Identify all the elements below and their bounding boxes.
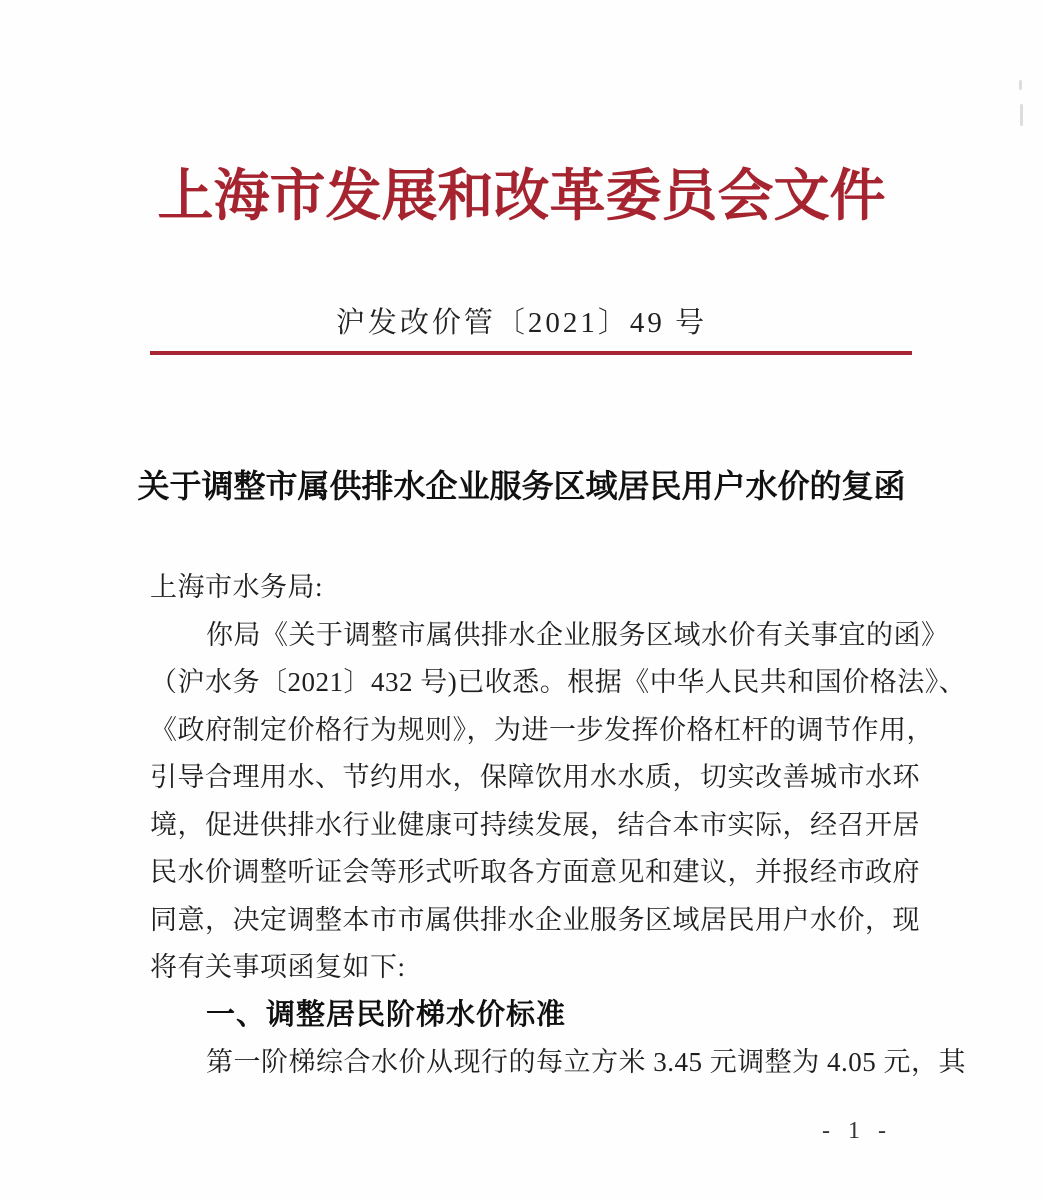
body-line: 你局《关于调整市属供排水企业服务区域水价有关事宜的函》 — [206, 619, 949, 650]
body-line: 民水价调整听证会等形式听取各方面意见和建议，并报经市政府 — [150, 857, 920, 887]
body-line: 第一阶梯综合水价从现行的每立方米 3.45 元调整为 4.05 元，其 — [206, 1047, 966, 1077]
body-line: 同意，决定调整本市市属供排水企业服务区域居民用户水价，现 — [150, 904, 920, 935]
document-body — [150, 564, 967, 1087]
section-heading: 一、调整居民阶梯水价标准 — [206, 998, 567, 1031]
body-line: 引导合理用水、节约用水，保障饮用水水质，切实改善城市水环 — [150, 762, 920, 792]
agency-banner-title: 上海市发展和改革委员会文件 — [157, 166, 886, 228]
body-line: 境，促进供排水行业健康可持续发展，结合本市实际，经召开居 — [150, 809, 920, 840]
salutation-line: 上海市水务局: — [150, 572, 324, 602]
red-divider-rule — [150, 351, 912, 355]
body-line: 《政府制定价格行为规则》，为进一步发挥价格杠杆的调节作用， — [150, 714, 934, 745]
scan-artifact — [1019, 80, 1022, 90]
body-line: 将有关事项函复如下: — [150, 952, 406, 982]
page-number: - 1 - — [822, 1118, 892, 1144]
document-title: 关于调整市属供排水企业服务区域居民用户水价的复函 — [137, 468, 906, 504]
document-number: 沪发改价管〔2021〕49 号 — [335, 307, 708, 339]
scan-artifact — [1020, 104, 1023, 126]
body-line: （沪水务〔2021〕432 号)已收悉。根据《中华人民共和国价格法》、 — [150, 667, 967, 697]
